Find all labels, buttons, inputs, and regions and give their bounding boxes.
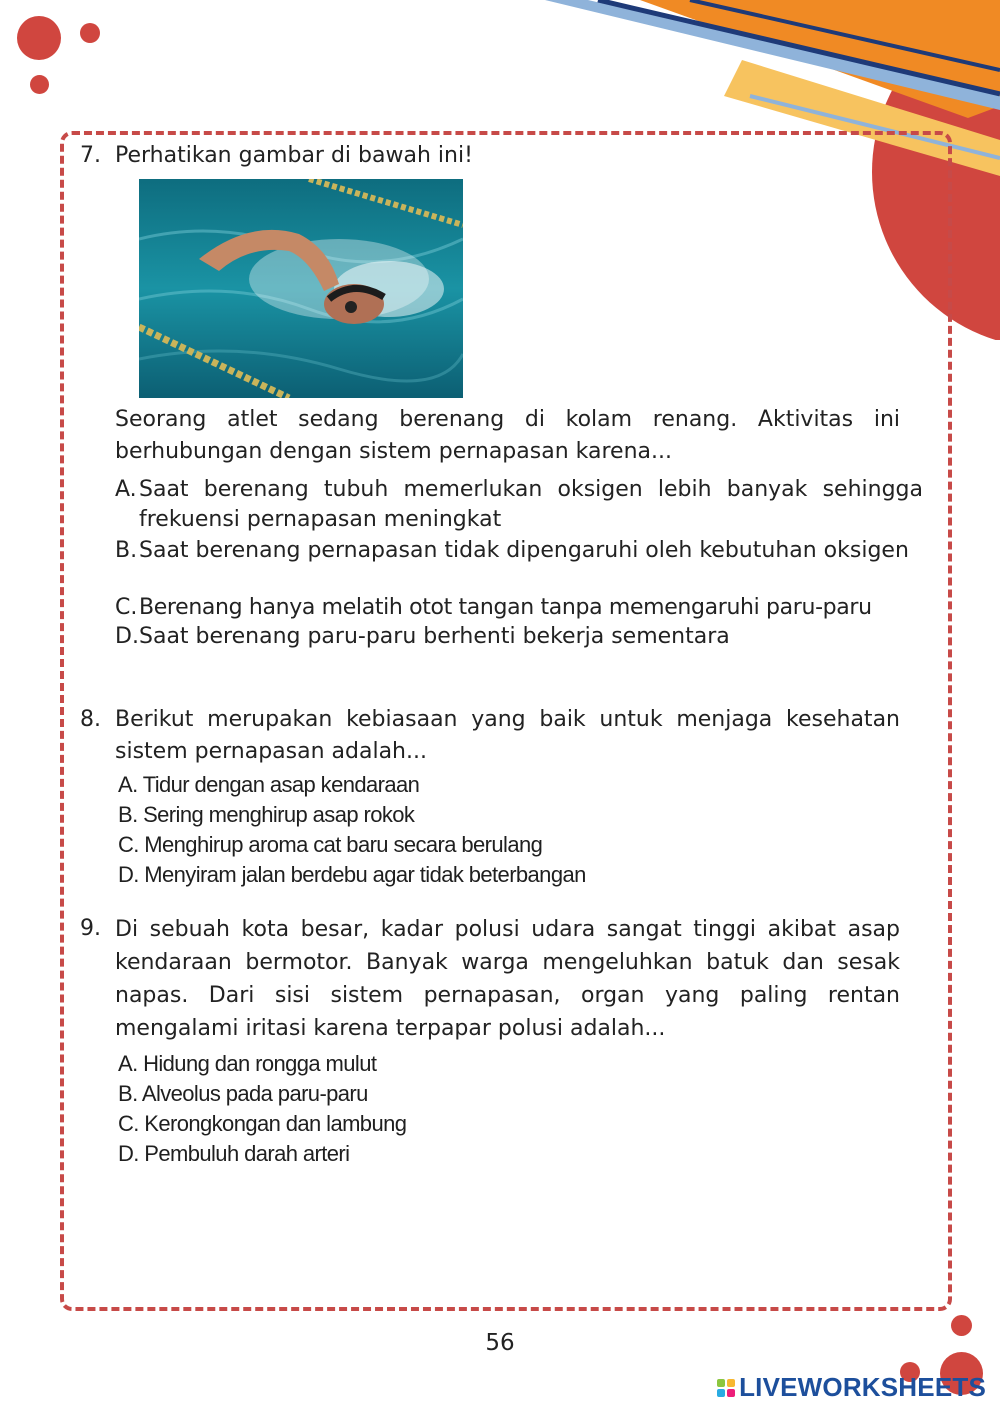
option-letter: D. <box>115 624 139 649</box>
answer-option[interactable]: D. Pembuluh darah arteri <box>118 1141 350 1166</box>
option-text: Saat berenang pernapasan tidak dipengaruhi oleh kebutuhan oksigen <box>139 538 909 563</box>
answer-option[interactable]: B. Alveolus pada paru-paru <box>118 1081 368 1106</box>
answer-option[interactable] <box>115 475 923 535</box>
answer-option[interactable]: C. Menghirup aroma cat baru secara berulang <box>118 832 543 857</box>
swimmer-photo <box>139 179 463 398</box>
question-text: Berikut merupakan kebiasaan yang baik untuk menjaga kesehatan sistem pernapasan adalah... <box>115 707 900 764</box>
answer-option[interactable] <box>115 622 923 652</box>
answer-option[interactable] <box>115 593 923 623</box>
answer-option[interactable] <box>115 536 923 566</box>
option-text: Saat berenang tubuh memerlukan oksigen lebih banyak sehingga frekuensi pernapasan meningkat <box>139 477 923 532</box>
question-number: 7. <box>80 143 101 168</box>
brand-name: LIVEWORKSHEETS <box>739 1372 986 1402</box>
question-prompt: Perhatikan gambar di bawah ini! <box>115 143 473 168</box>
option-text: Saat berenang paru-paru berhenti bekerja sementara <box>139 624 730 649</box>
option-letter: C. <box>115 595 138 620</box>
answer-option[interactable]: C. Kerongkongan dan lambung <box>118 1111 407 1136</box>
answer-option[interactable]: D. Menyiram jalan berdebu agar tidak beterbangan <box>118 862 586 887</box>
question-number: 9. <box>80 916 101 941</box>
page-number: 56 <box>485 1330 515 1356</box>
answer-option[interactable]: A. Hidung dan rongga mulut <box>118 1051 377 1076</box>
logo-icon <box>717 1379 735 1397</box>
answer-option[interactable]: A. Tidur dengan asap kendaraan <box>118 772 420 797</box>
question-text: Seorang atlet sedang berenang di kolam renang. Aktivitas ini berhubungan dengan sistem pernapasan karena... <box>115 407 900 464</box>
option-letter: B. <box>115 538 138 563</box>
liveworksheets-logo[interactable] <box>717 1372 986 1403</box>
question-number: 8. <box>80 707 101 732</box>
answer-option[interactable]: B. Sering menghirup asap rokok <box>118 802 415 827</box>
option-letter: A. <box>115 477 137 502</box>
option-text: Berenang hanya melatih otot tangan tanpa memengaruhi paru-paru <box>139 595 872 620</box>
question-text: Di sebuah kota besar, kadar polusi udara sangat tinggi akibat asap kendaraan bermotor. Banyak warga mengeluhkan batuk dan sesak napas. Dari sisi sistem pernapasan, organ yang paling rentan mengalami iritasi karena terpapar polusi adalah... <box>115 917 900 1041</box>
